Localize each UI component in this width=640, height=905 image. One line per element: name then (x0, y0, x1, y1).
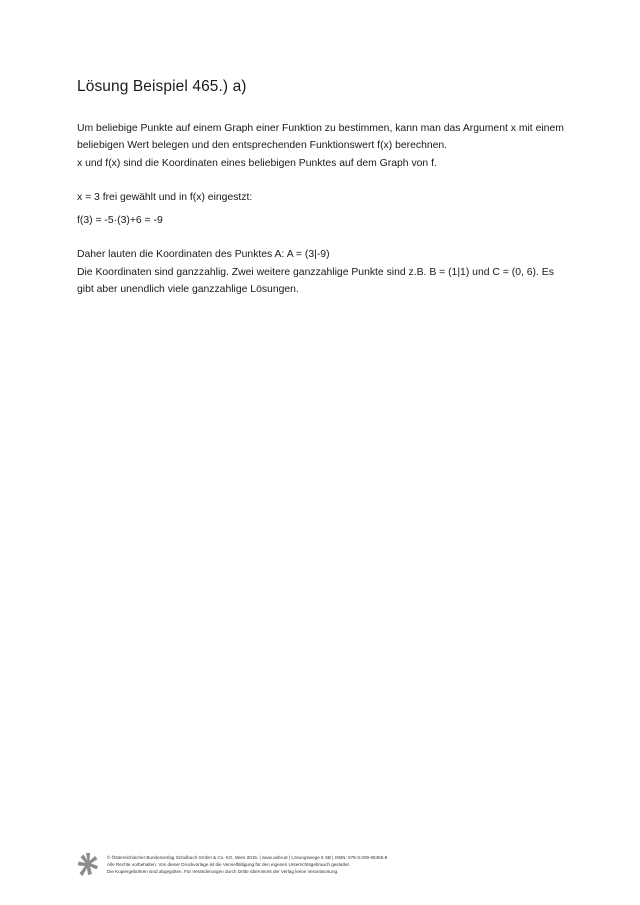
paragraph-intro-line-2: beliebigen Wert belegen und den entsprechenden Funktionswert f(x) berechnen. (77, 140, 448, 152)
paragraph-choice-line-1: x = 3 frei gewählt und in f(x) eingestzt: (77, 191, 253, 203)
footer-copyright (107, 854, 387, 875)
page-footer (77, 852, 597, 878)
paragraph-spacer (77, 229, 587, 246)
paragraph-result-line-2: Die Koordinaten sind ganzzahlig. Zwei weitere ganzzahlige Punkte sind z.B. B = (1|1) und C = (0, 6). Es (77, 266, 554, 278)
paragraph-intro-line-3: x und f(x) sind die Koordinaten eines beliebigen Punktes auf dem Graph von f. (77, 157, 437, 169)
solution-content (77, 120, 587, 298)
paragraph-choice-line-2: f(3) = -5·(3)+6 = -9 (77, 215, 163, 227)
footer-line-1: © Österreichischer Bundesverlag Schulbuch GmbH & Co. KG, Wien 2015. | www.oebv.at | Lösungswege 5 SB | ISBN: 978-3-209-08466-8 (107, 855, 388, 860)
paragraph-spacer (77, 172, 587, 189)
publisher-star-logo-icon (77, 852, 99, 878)
paragraph-result-line-1: Daher lauten die Koordinaten des Punktes A: A = (3|-9) (77, 249, 330, 261)
paragraph-result-line-3: gibt aber unendlich viele ganzzahlige Lösungen. (77, 284, 299, 296)
page-title: Lösung Beispiel 465.) a) (77, 78, 247, 95)
footer-line-2: Alle Rechte vorbehalten. Von dieser Druckvorlage ist die Vervielfältigung für den eigenen Unterrichtsgebrauch gestattet. (107, 862, 351, 867)
paragraph-intro-line-1: Um beliebige Punkte auf einem Graph einer Funktion zu bestimmen, kann man das Argument x mit einem (77, 123, 564, 134)
footer-line-3: Die Kopiergebühren sind abgegolten. Für Veränderungen durch Dritte übernimmt der Verlag keine Verantwortung. (107, 869, 339, 874)
